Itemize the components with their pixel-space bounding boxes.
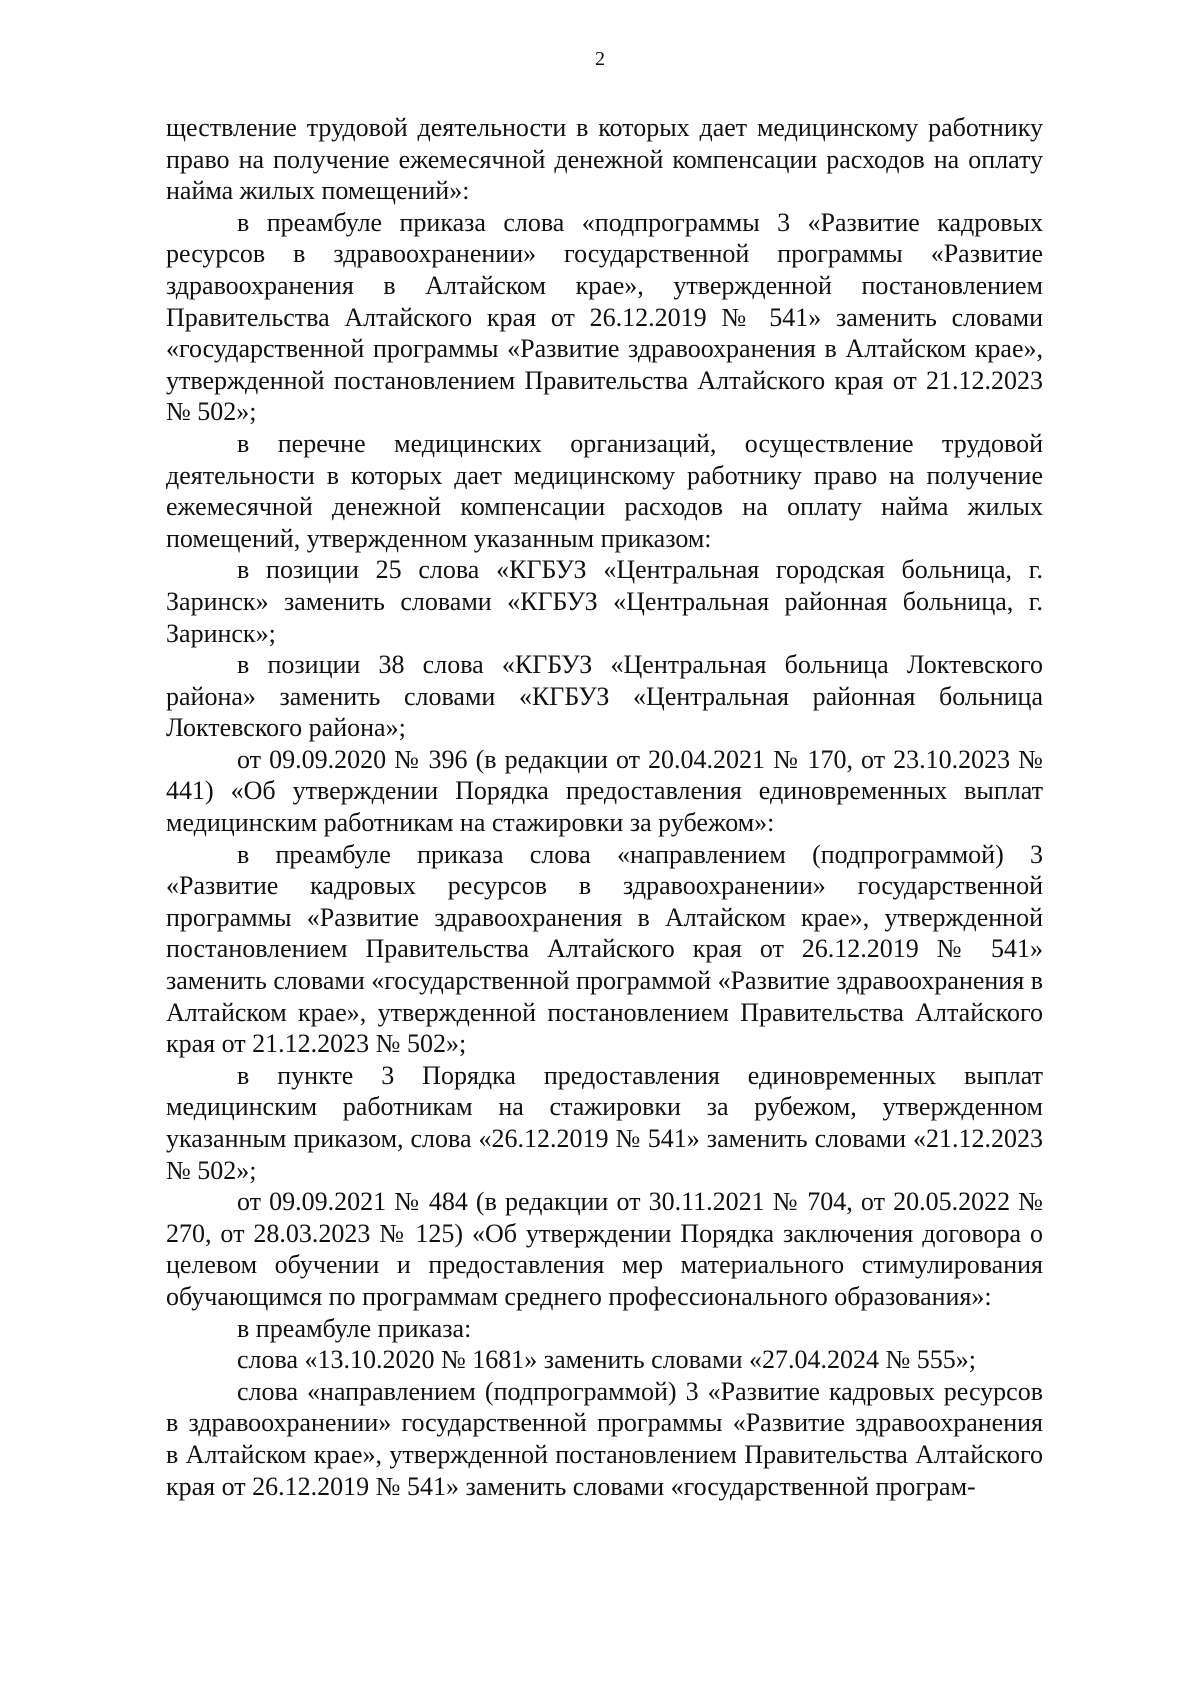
paragraph: от 09.09.2021 № 484 (в редакции от 30.11.2021 № 704, от 20.05.2022 № 270, от 28.03.2023 № 125) «Об утверждении Порядка заключения договора о целевом обучении и предоставления мер материального стимулирования обучающимся по программам среднего профессионального образования»: [166, 1187, 1043, 1311]
paragraph: слова «13.10.2020 № 1681» заменить словами «27.04.2024 № 555»; [237, 1345, 977, 1375]
paragraph: в перечне медицинских организаций, осуществление трудовой деятельности в которых дает медицинскому работнику право на получение ежемесячной денежной компенсации расходов на оплату найма жилых помещений, утвержденном указанным приказом: [166, 428, 1043, 553]
paragraph: слова «направлением (подпрограммой) 3 «Развитие кадровых ресурсов в здравоохранении» государственной программы «Развитие здравоохранения в Алтайском крае», утвержденной постановлением Правительства Алтайского края от 26.12.2019 № 541» заменить словами «государственной програм- [166, 1376, 1043, 1501]
paragraph: ществление трудовой деятельности в которых дает медицинскому работнику право на получение ежемесячной денежной компенсации расходов на оплату найма жилых помещений»: [166, 113, 1043, 206]
paragraph: в преамбуле приказа слова «подпрограммы 3 «Развитие кадровых ресурсов в здравоохранении» государственной программы «Развитие здравоохранения в Алтайском крае», утвержденной постановлением Правительства Алтайского края от 26.12.2019 № 541» заменить словами «государственной программы «Развитие здравоохранения в Алтайском крае», утвержденной постановлением Правительства Алтайского края от 21.12.2023 № 502»; [166, 207, 1043, 427]
paragraph: в преамбуле приказа слова «направлением (подпрограммой) 3 «Развитие кадровых ресурсов в здравоохранении» государственной программы «Развитие здравоохранения в Алтайском крае», утвержденной постановлением Правительства Алтайского края от 26.12.2019 № 541» заменить словами «государственной программой «Развитие здравоохранения в Алтайском крае», утвержденной постановлением Правительства Алтайского края от 21.12.2023 № 502»; [166, 839, 1043, 1059]
document-body [166, 112, 1043, 1502]
page-number: 2 [595, 48, 605, 70]
paragraph: в позиции 38 слова «КГБУЗ «Центральная больница Локтевского района» заменить словами «КГБУЗ «Центральная районная больница Локтевского района»; [166, 650, 1043, 743]
paragraph: в позиции 25 слова «КГБУЗ «Центральная городская больница, г. Заринск» заменить словами «КГБУЗ «Центральная районная больница, г. Заринск»; [166, 555, 1043, 648]
paragraph: в пункте 3 Порядка предоставления единовременных выплат медицинским работникам на стажировки за рубежом, утвержденном указанным приказом, слова «26.12.2019 № 541» заменить словами «21.12.2023 № 502»; [166, 1060, 1043, 1185]
paragraph: от 09.09.2020 № 396 (в редакции от 20.04.2021 № 170, от 23.10.2023 № 441) «Об утверждении Порядка предоставления единовременных выплат медицинским работникам на стажировки за рубежом»: [166, 744, 1043, 838]
paragraph: в преамбуле приказа: [237, 1313, 472, 1343]
